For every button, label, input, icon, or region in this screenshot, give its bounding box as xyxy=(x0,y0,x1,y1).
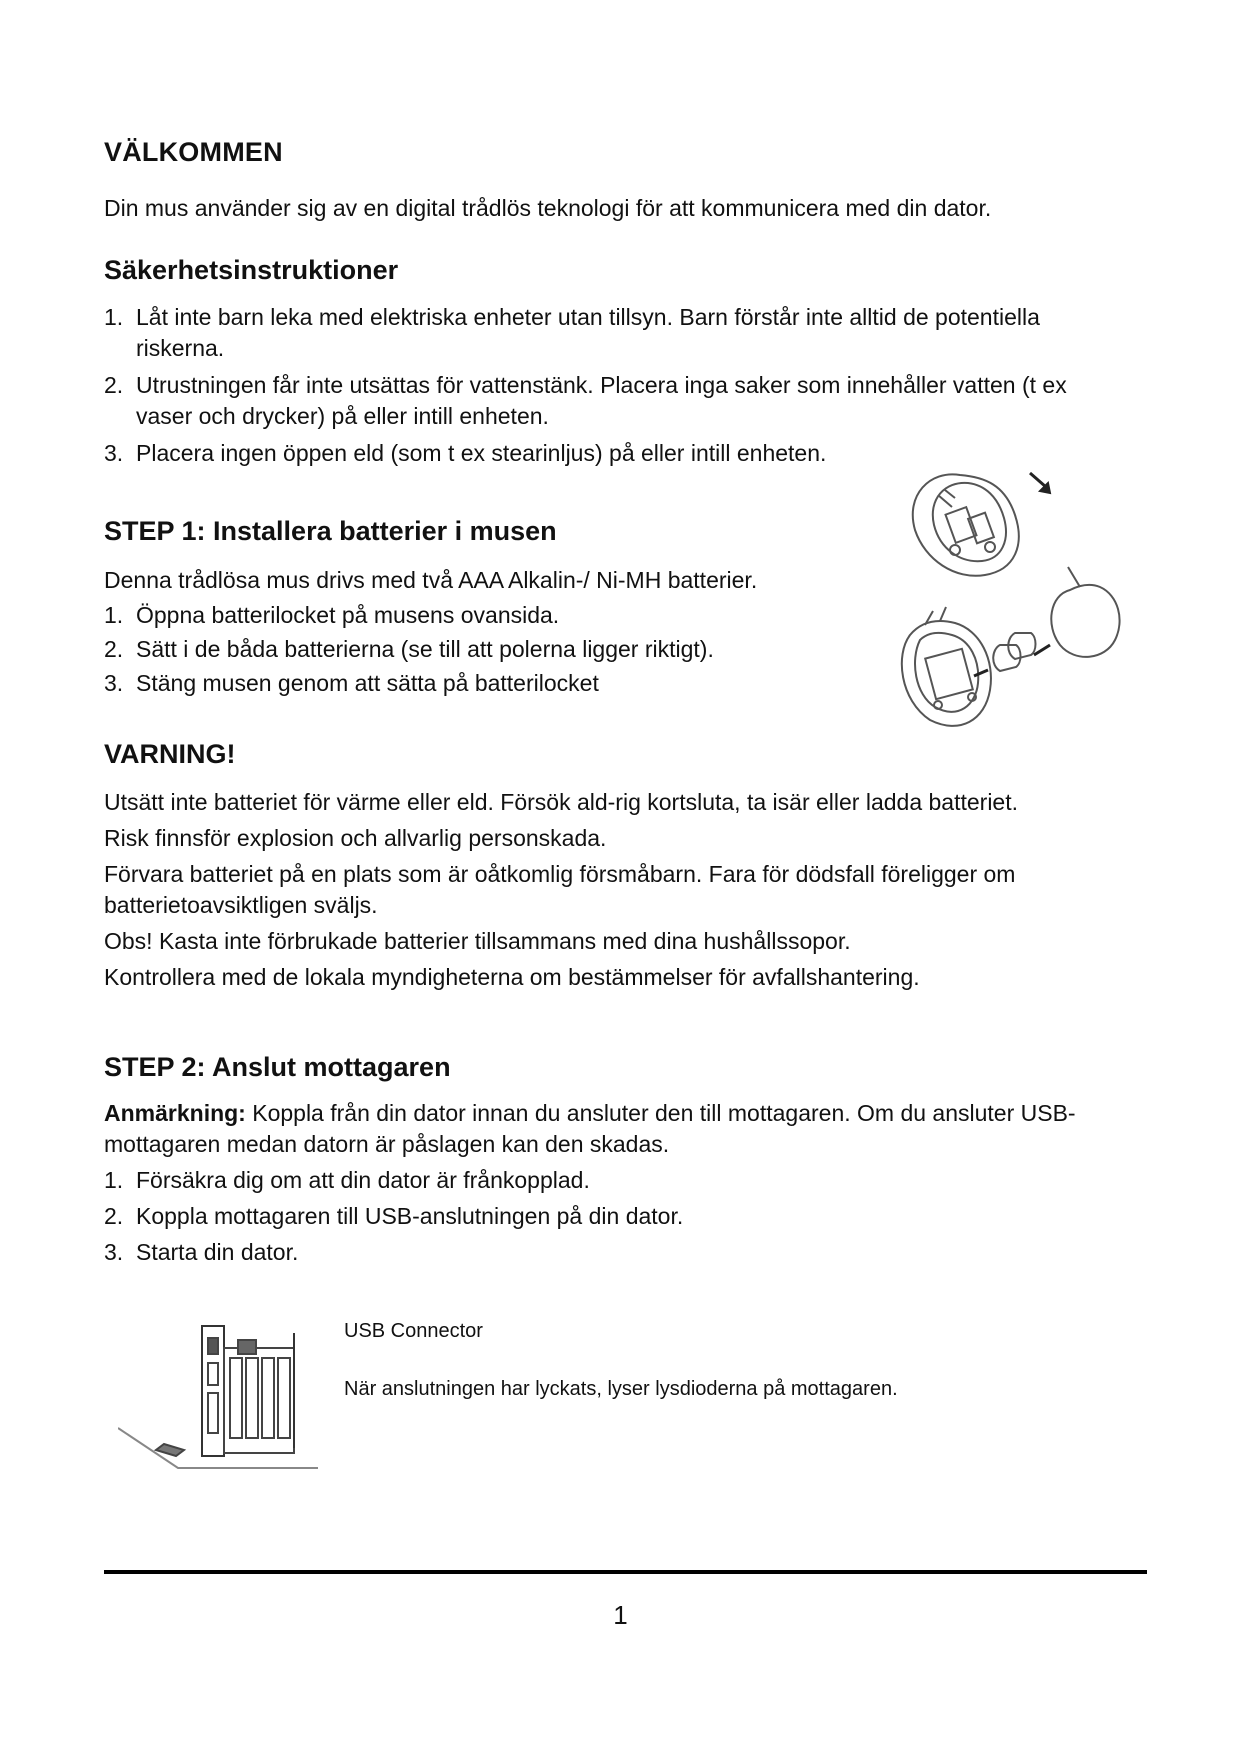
battery-cover-drawing xyxy=(1034,567,1120,657)
mouse-battery-illustration xyxy=(890,455,1150,745)
battery-drawing xyxy=(974,633,1036,676)
note-label: Anmärkning: xyxy=(104,1100,246,1126)
list-text: Stäng musen genom att sätta på batterilocket xyxy=(136,670,599,696)
list-text: Placera ingen öppen eld (som t ex stearinljus) på eller intill enheten. xyxy=(136,440,827,466)
step1-intro: Denna trådlösa mus drivs med två AAA Alkalin-/ Ni-MH batterier. xyxy=(104,567,758,593)
open-mouse-drawing xyxy=(913,474,1019,575)
list-item xyxy=(104,634,884,665)
safety-list xyxy=(104,302,1104,469)
list-item xyxy=(104,370,1104,432)
led-info-text: När anslutningen har lyckats, lyser lysdioderna på mottagaren. xyxy=(344,1378,898,1400)
list-number: 3. xyxy=(104,670,124,696)
list-item xyxy=(104,1237,1144,1268)
step2-heading: STEP 2: Anslut mottagaren xyxy=(104,1052,451,1082)
usb-connector-drawing xyxy=(238,1340,256,1354)
list-item xyxy=(104,668,884,699)
list-item xyxy=(104,1201,1144,1232)
list-text: Sätt i de båda batterierna (se till att polerna ligger riktigt). xyxy=(136,636,714,662)
list-number: 1. xyxy=(104,602,124,628)
warning-paragraph: Risk finnsför explosion och allvarlig personskada. xyxy=(104,825,607,851)
closed-mouse-drawing xyxy=(902,607,991,726)
list-number: 2. xyxy=(104,1203,124,1229)
warning-paragraph: Förvara batteriet på en plats som är oåtkomlig försmåbarn. Fara för dödsfall föreligger om batterietoavsiktligen sväljs. xyxy=(104,861,1016,918)
list-text: Utrustningen får inte utsättas för vattenstänk. Placera inga saker som innehåller vatten (t ex vaser och drycker) på eller intill enheten. xyxy=(136,372,1067,429)
warning-paragraph: Kontrollera med de lokala myndigheterna om bestämmelser för avfallshantering. xyxy=(104,964,920,990)
step2-content xyxy=(104,1098,1144,1268)
note-text: Koppla från din dator innan du ansluter den till mottagaren. Om du ansluter USB-mottagaren medan datorn är påslagen kan den skadas. xyxy=(104,1100,1076,1157)
arrow-icon xyxy=(1030,473,1050,493)
list-number: 3. xyxy=(104,440,124,466)
usb-connector-label: USB Connector xyxy=(344,1320,483,1342)
step1-list xyxy=(104,565,884,699)
safety-heading: Säkerhetsinstruktioner xyxy=(104,255,399,285)
list-number: 2. xyxy=(104,372,124,398)
computer-usb-illustration xyxy=(118,1318,328,1478)
list-text: Låt inte barn leka med elektriska enheter utan tillsyn. Barn förstår inte alltid de potentiella riskerna. xyxy=(136,304,1040,361)
warning-paragraph: Obs! Kasta inte förbrukade batterier tillsammans med dina hushållssopor. xyxy=(104,928,851,954)
welcome-text: Din mus använder sig av en digital trådlös teknologi för att kommunicera med din dator. xyxy=(104,195,992,221)
step1-heading: STEP 1: Installera batterier i musen xyxy=(104,516,557,546)
list-text: Öppna batterilocket på musens ovansida. xyxy=(136,602,560,628)
list-number: 3. xyxy=(104,1239,124,1265)
list-item xyxy=(104,302,1104,364)
list-number: 2. xyxy=(104,636,124,662)
welcome-heading: VÄLKOMMEN xyxy=(104,137,283,167)
list-item xyxy=(104,600,884,631)
footer-divider xyxy=(104,1570,1147,1574)
warning-heading: VARNING! xyxy=(104,739,236,769)
list-text: Försäkra dig om att din dator är frånkopplad. xyxy=(136,1167,590,1193)
list-number: 1. xyxy=(104,304,124,330)
list-number: 1. xyxy=(104,1167,124,1193)
page-number: 1 xyxy=(613,1600,628,1630)
list-text: Koppla mottagaren till USB-anslutningen på din dator. xyxy=(136,1203,684,1229)
warning-text xyxy=(104,787,1144,993)
list-item xyxy=(104,1165,1144,1196)
warning-paragraph: Utsätt inte batteriet för värme eller eld. Försök ald-rig kortsluta, ta isär eller ladda batteriet. xyxy=(104,789,1019,815)
step2-note xyxy=(104,1098,1144,1160)
list-text: Starta din dator. xyxy=(136,1239,299,1265)
